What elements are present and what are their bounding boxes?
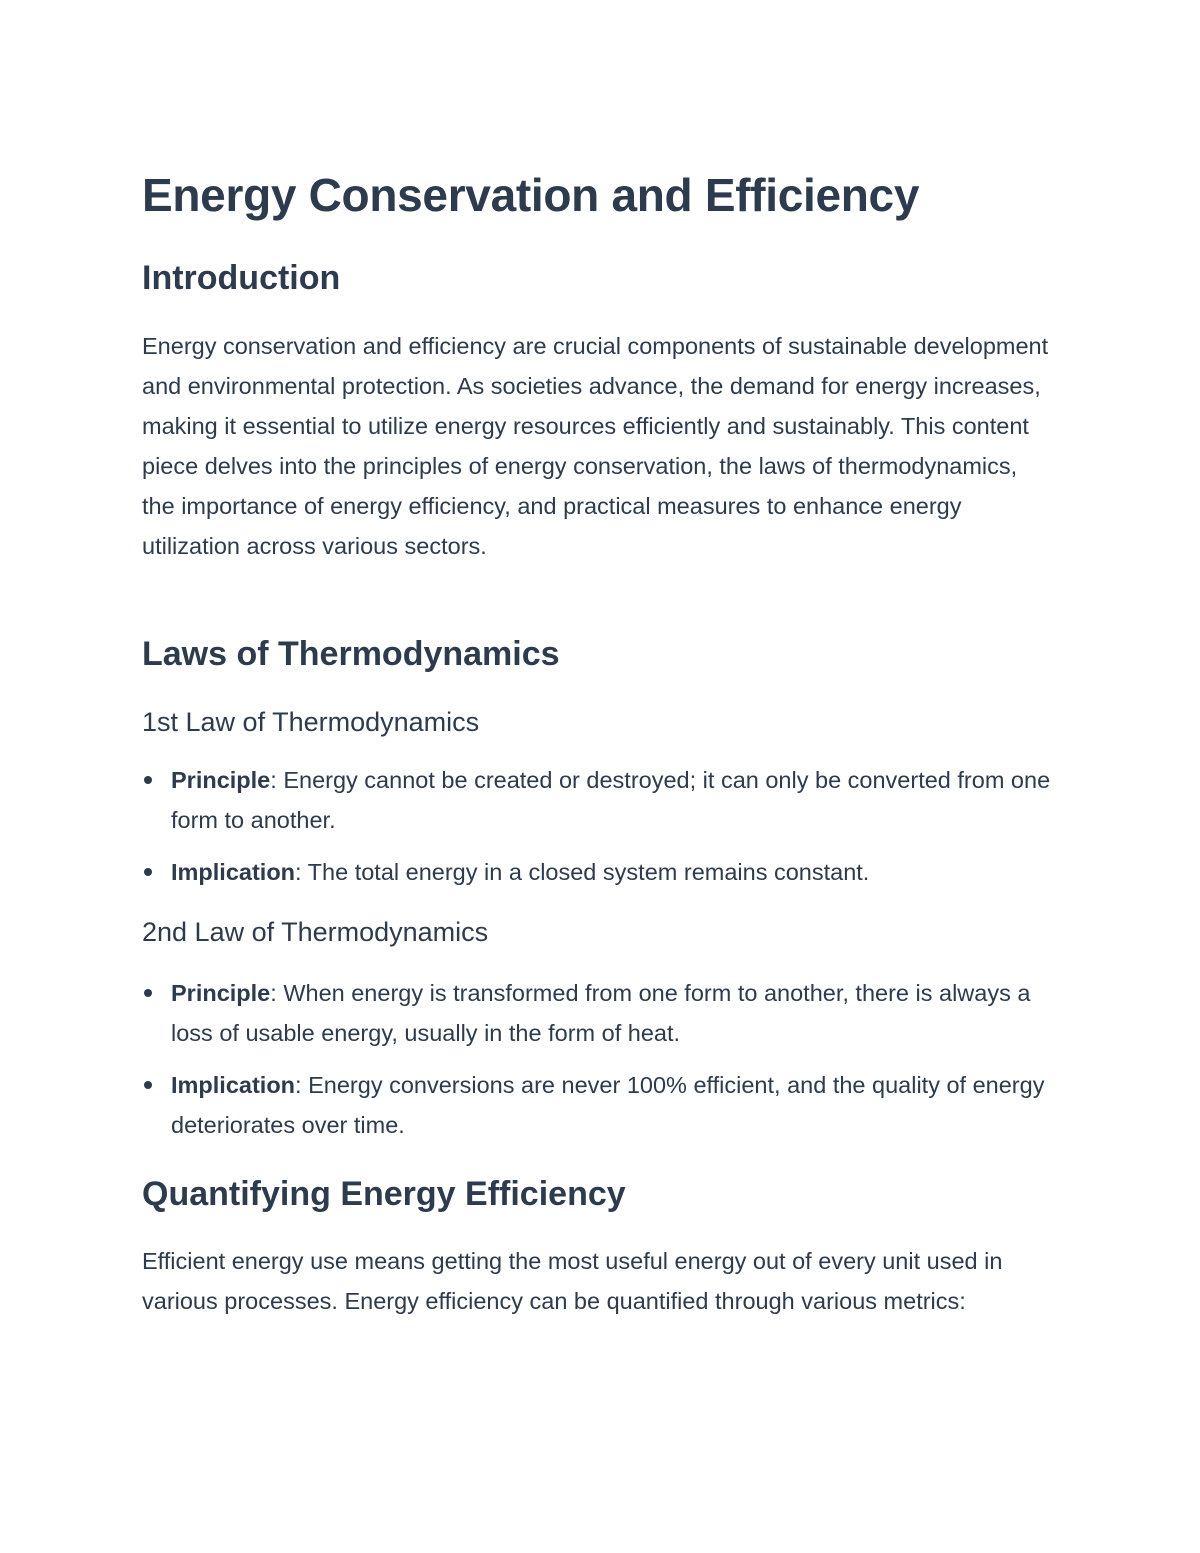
bullet-icon: [144, 1081, 152, 1089]
second-law-list: [142, 973, 1052, 1145]
list-item: [142, 760, 1052, 840]
list-item-term: Principle: [171, 980, 271, 1006]
introduction-heading: Introduction: [142, 259, 341, 297]
first-law-list: [142, 760, 1052, 892]
list-item-term: Principle: [171, 767, 271, 793]
laws-heading: Laws of Thermodynamics: [142, 635, 560, 673]
second-law-heading: 2nd Law of Thermodynamics: [142, 917, 489, 947]
bullet-icon: [144, 868, 152, 876]
list-item-term: Implication: [171, 1072, 296, 1098]
bullet-icon: [144, 776, 152, 784]
list-item-text: : The total energy in a closed system remains constant.: [295, 859, 870, 885]
list-item: [142, 852, 1052, 892]
quantifying-heading: Quantifying Energy Efficiency: [142, 1175, 626, 1213]
list-item-text: : Energy conversions are never 100% efficient, and the quality of energy deteriorates over time.: [171, 1072, 1045, 1138]
list-item: [142, 1065, 1052, 1145]
list-item-text: : When energy is transformed from one form to another, there is always a loss of usable energy, usually in the form of heat.: [171, 980, 1031, 1046]
first-law-heading: 1st Law of Thermodynamics: [142, 707, 480, 737]
bullet-icon: [144, 989, 152, 997]
list-item-text: : Energy cannot be created or destroyed; it can only be converted from one form to another.: [171, 767, 1051, 833]
quantifying-paragraph: Efficient energy use means getting the most useful energy out of every unit used in various processes. Energy efficiency can be quantified through various metrics:: [142, 1248, 1003, 1314]
list-item: [142, 973, 1052, 1053]
introduction-paragraph: Energy conservation and efficiency are crucial components of sustainable development and environmental protection. As societies advance, the demand for energy increases, making it essential to utilize energy resources efficiently and sustainably. This content piece delves into the principles of energy conservation, the laws of thermodynamics, the importance of energy efficiency, and practical measures to enhance energy utilization across various sectors.: [142, 333, 1049, 559]
list-item-term: Implication: [171, 859, 296, 885]
document-title: Energy Conservation and Efficiency: [142, 169, 920, 221]
